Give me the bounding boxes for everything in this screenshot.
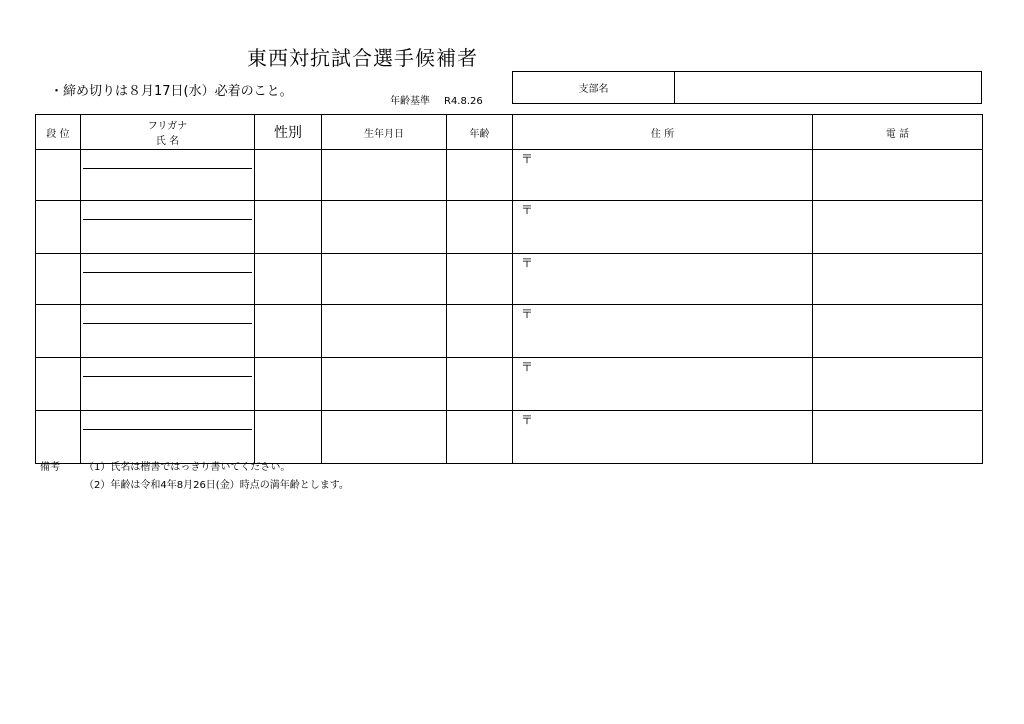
furigana-field[interactable] xyxy=(83,411,252,430)
remark-1: （1）氏名は楷書ではっきり書いてください。 xyxy=(84,462,291,473)
address-cell[interactable] xyxy=(513,201,813,254)
kanji-name-field[interactable] xyxy=(81,324,254,355)
address-cell[interactable] xyxy=(513,305,813,358)
table-row xyxy=(36,411,983,464)
branch-name-field[interactable] xyxy=(676,72,981,103)
address-cell[interactable] xyxy=(513,411,813,464)
furigana-field[interactable] xyxy=(83,358,252,377)
age-cell[interactable] xyxy=(447,305,513,358)
rank-cell[interactable] xyxy=(36,150,81,201)
postal-mark: 〒 xyxy=(521,256,534,270)
name-cell[interactable] xyxy=(81,305,255,358)
name-cell[interactable] xyxy=(81,358,255,411)
furigana-field[interactable] xyxy=(83,305,252,324)
birthdate-cell[interactable] xyxy=(322,358,447,411)
address-cell[interactable] xyxy=(513,150,813,201)
postal-mark: 〒 xyxy=(521,307,534,321)
rank-cell[interactable] xyxy=(36,201,81,254)
furigana-field[interactable] xyxy=(83,254,252,273)
postal-mark: 〒 xyxy=(521,413,534,427)
gender-cell[interactable] xyxy=(255,254,322,305)
rank-cell[interactable] xyxy=(36,358,81,411)
age-basis-value: R4.8.26 xyxy=(444,96,483,107)
phone-cell[interactable] xyxy=(813,305,983,358)
rank-cell[interactable] xyxy=(36,305,81,358)
remark-row-1 xyxy=(40,459,349,477)
remark-row-2 xyxy=(40,477,349,495)
header-name-label: 氏 名 xyxy=(155,136,180,147)
table-row xyxy=(36,150,983,201)
phone-cell[interactable] xyxy=(813,254,983,305)
birthdate-cell[interactable] xyxy=(322,305,447,358)
table-row xyxy=(36,254,983,305)
table-header-row xyxy=(36,115,983,150)
age-cell[interactable] xyxy=(447,411,513,464)
address-cell[interactable] xyxy=(513,358,813,411)
kanji-name-field[interactable] xyxy=(81,377,254,408)
age-basis xyxy=(390,92,483,107)
table-row xyxy=(36,201,983,254)
birthdate-cell[interactable] xyxy=(322,254,447,305)
age-cell[interactable] xyxy=(447,201,513,254)
postal-mark: 〒 xyxy=(521,360,534,374)
rank-cell[interactable] xyxy=(36,411,81,464)
gender-cell[interactable] xyxy=(255,305,322,358)
header-phone: 電 話 xyxy=(813,115,983,150)
gender-cell[interactable] xyxy=(255,411,322,464)
age-cell[interactable] xyxy=(447,358,513,411)
postal-mark: 〒 xyxy=(521,152,534,166)
gender-cell[interactable] xyxy=(255,150,322,201)
furigana-field[interactable] xyxy=(83,150,252,169)
furigana-field[interactable] xyxy=(83,201,252,220)
header-address: 住 所 xyxy=(513,115,813,150)
candidate-table xyxy=(35,114,983,464)
form-title: 東西対抗試合選手候補者 xyxy=(247,46,478,70)
table-row xyxy=(36,305,983,358)
postal-mark: 〒 xyxy=(521,203,534,217)
header-furigana: フリガナ xyxy=(147,121,188,132)
phone-cell[interactable] xyxy=(813,358,983,411)
gender-cell[interactable] xyxy=(255,358,322,411)
header-age: 年齢 xyxy=(447,115,513,150)
birthdate-cell[interactable] xyxy=(322,150,447,201)
header-birthdate: 生年月日 xyxy=(322,115,447,150)
branch-box xyxy=(512,71,982,104)
remarks xyxy=(40,459,349,495)
name-cell[interactable] xyxy=(81,150,255,201)
deadline-note: ・締め切りは８月17日(水）必着のこと。 xyxy=(50,84,293,99)
table-row xyxy=(36,358,983,411)
header-name xyxy=(81,115,255,150)
birthdate-cell[interactable] xyxy=(322,411,447,464)
branch-label: 支部名 xyxy=(513,72,675,103)
kanji-name-field[interactable] xyxy=(81,430,254,461)
phone-cell[interactable] xyxy=(813,150,983,201)
gender-cell[interactable] xyxy=(255,201,322,254)
name-cell[interactable] xyxy=(81,254,255,305)
header-gender: 性別 xyxy=(255,115,322,150)
remark-2: （2）年齢は令和4年8月26日(金）時点の満年齢とします。 xyxy=(84,480,349,491)
age-cell[interactable] xyxy=(447,254,513,305)
name-cell[interactable] xyxy=(81,201,255,254)
phone-cell[interactable] xyxy=(813,201,983,254)
kanji-name-field[interactable] xyxy=(81,169,254,200)
rank-cell[interactable] xyxy=(36,254,81,305)
header-rank: 段 位 xyxy=(36,115,81,150)
remarks-label: 備考 xyxy=(40,462,60,473)
phone-cell[interactable] xyxy=(813,411,983,464)
age-basis-label: 年齢基準 xyxy=(390,96,430,107)
name-cell[interactable] xyxy=(81,411,255,464)
birthdate-cell[interactable] xyxy=(322,201,447,254)
kanji-name-field[interactable] xyxy=(81,273,254,304)
address-cell[interactable] xyxy=(513,254,813,305)
kanji-name-field[interactable] xyxy=(81,220,254,251)
age-cell[interactable] xyxy=(447,150,513,201)
